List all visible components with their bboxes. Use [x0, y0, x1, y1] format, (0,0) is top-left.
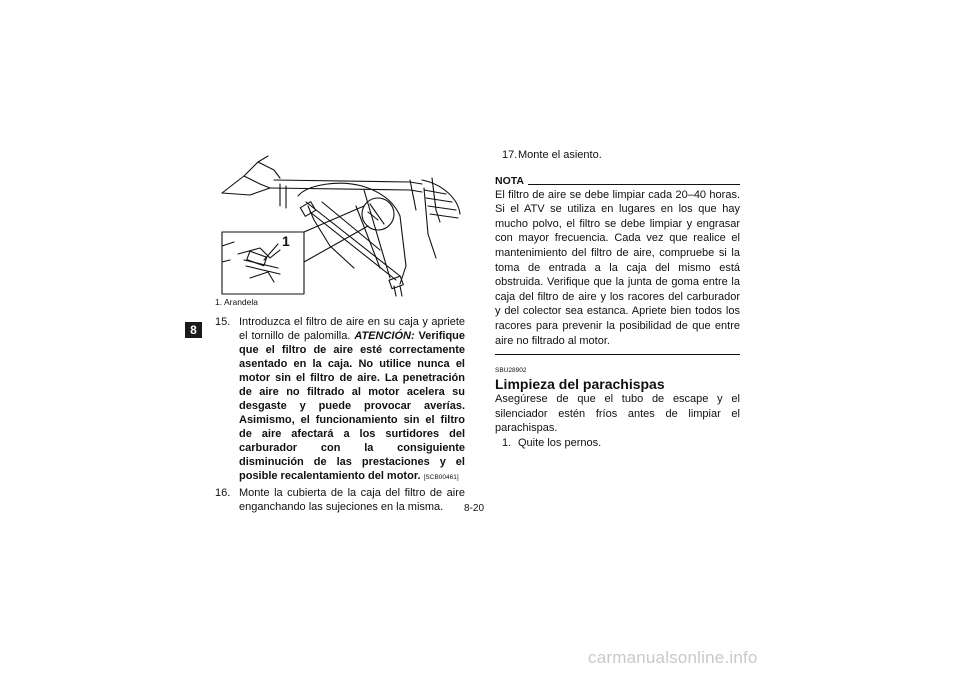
page-number: 8-20 [464, 503, 485, 514]
watermark: carmanualsonline.info [588, 648, 758, 667]
step-number: 17. [502, 149, 518, 161]
step-number: 15. [215, 316, 231, 328]
section-text: Asegúrese de que el tubo de escape y el silenciador estén fríos antes de limpiar el parachispas. [495, 393, 740, 435]
step-number: 16. [215, 487, 231, 499]
section-code: SBU28902 [495, 367, 527, 375]
caution-label: ATENCIÓN: [354, 330, 415, 342]
chapter-tab: 8 [185, 322, 202, 338]
nota-rule [528, 184, 740, 185]
air-filter-illustration [210, 150, 462, 300]
right-column [495, 148, 740, 451]
nota-label: NOTA [495, 174, 524, 187]
figure-caption: 1. Arandela [215, 297, 259, 307]
figure-callout: 1 [282, 233, 290, 249]
left-column [215, 315, 465, 515]
step-text: Monte la cubierta de la caja del filtro de aire enganchando las sujeciones en la misma. [239, 487, 465, 513]
step-text [239, 315, 465, 485]
nota-text: El filtro de aire se debe limpiar cada 20–40 horas. Si el ATV se utiliza en lugares en los que hay mucho polvo, el filtro se debe limpiar y engrasar con mayor frecuencia. Cada vez que realice el mantenimiento del filtro de aire, compruebe si la toma de entrada a la caja del mismo está obstruida. Verifique que la junta de goma entre la caja del filtro de aire y los racores del carburador y del colector sea estanca. Apriete bien todos los racores para prevenir la posibilidad de que entre aire no filtrado al motor. [495, 188, 740, 347]
step-15 [215, 315, 465, 485]
step-16 [215, 486, 465, 514]
caution-text: Verifique que el filtro de aire esté correctamente asentado en la caja. No utilice nunca el motor sin el filtro de aire. La penetración de aire no filtrado al motor acelera su desgaste y puede provocar averías. Asimismo, el funcionamiento sin el filtro de aire afectará a los surtidores del carburador con la consiguiente disminución de las prestaciones y el posible recalentamiento del motor. [239, 330, 465, 482]
caution-code: [SCB00461] [423, 474, 459, 481]
step-text: Quite los pernos. [518, 436, 602, 449]
section-title: Limpieza del parachispas [495, 376, 665, 393]
step-17 [495, 148, 740, 163]
nota-end-rule [495, 354, 740, 355]
step-text: Monte el asiento. [518, 149, 602, 161]
step-number: 1. [502, 436, 512, 449]
nota-header [495, 176, 740, 187]
step-instruction: Introduzca el filtro de aire en su caja y apriete el tornillo de palomilla. [239, 316, 465, 342]
section-step-1 [495, 436, 740, 451]
